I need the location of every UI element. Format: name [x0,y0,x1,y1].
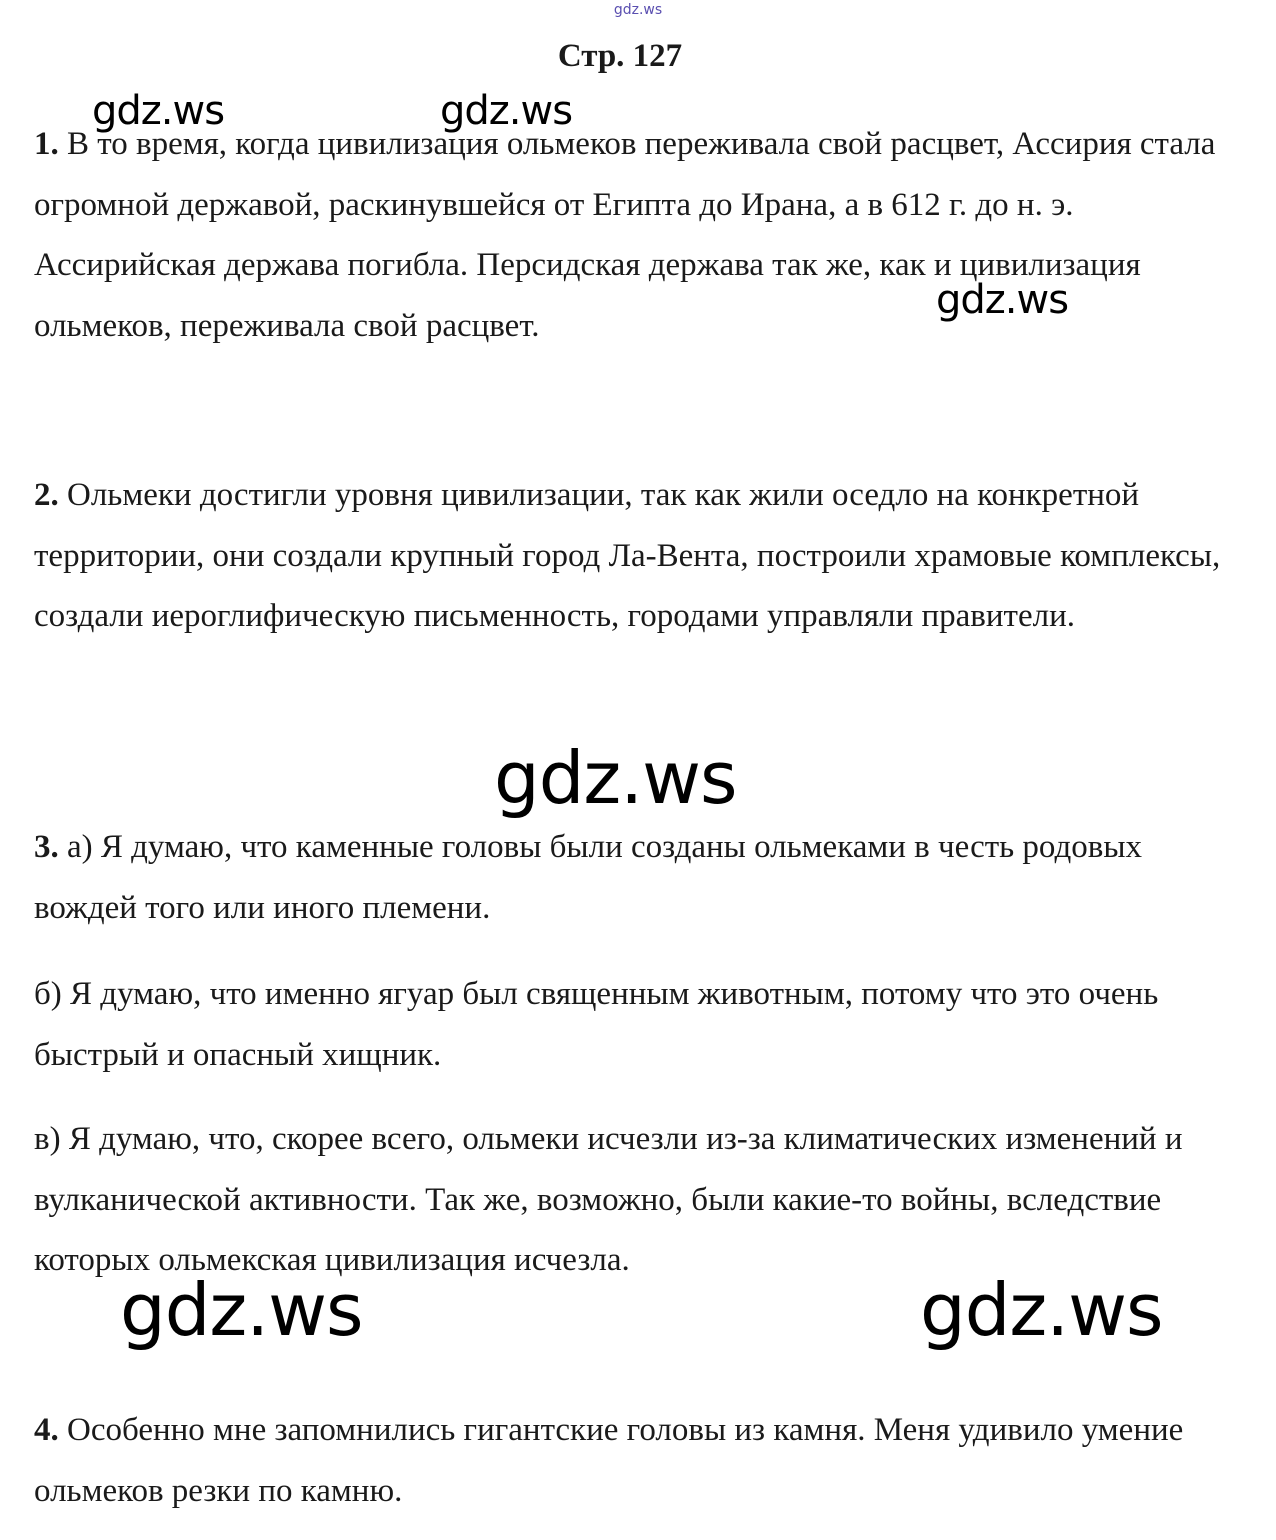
answer-number: 2. [34,477,59,513]
answer-3c [34,1109,1234,1291]
answer-text: В то время, когда цивилизация ольмеков переживала свой расцвет, Ассирия стала огромной державой, раскинувшейся от Египта до Ирана, а в 612 г. до н. э. Ассирийская держава погибла. Персидская держава так же, как и цивилизация ольмеков, переживала свой расцвет. [34,126,1216,344]
answer-number: 3. [34,829,59,865]
site-link[interactable]: gdz.ws [613,2,663,18]
answer-number: 4. [34,1412,59,1448]
answer-number: 1. [34,126,59,162]
answer-text: Особенно мне запомнились гигантские головы из камня. Меня удивило умение ольмеков резки по камню. [34,1412,1184,1509]
answer-text: а) Я думаю, что каменные головы были созданы ольмеками в честь родовых вождей того или иного племени. [34,829,1143,926]
answer-4 [34,1400,1234,1521]
answer-text: Ольмеки достигли уровня цивилизации, так как жили оседло на конкретной территории, они создали крупный город Ла-Вента, построили храмовые комплексы, создали иероглифическую письменность, городами управляли правители. [34,477,1221,634]
watermark: gdz.ws [494,736,737,820]
answer-text: в) Я думаю, что, скорее всего, ольмеки исчезли из-за климатических изменений и вулканической активности. Так же, возможно, были какие-то войны, вследствие которых ольмекская цивилизация исчезла. [34,1121,1183,1278]
watermark: gdz.ws [92,88,225,134]
watermark: gdz.ws [936,277,1069,323]
page-title: Стр. 127 [557,38,683,74]
watermark: gdz.ws [920,1268,1163,1352]
answer-3a [34,817,1234,938]
answer-2 [34,465,1234,647]
answer-text: б) Я думаю, что именно ягуар был священным животным, потому что это очень быстрый и опасный хищник. [34,976,1159,1073]
watermark: gdz.ws [440,88,573,134]
answer-3b [34,964,1234,1085]
watermark: gdz.ws [120,1268,363,1352]
